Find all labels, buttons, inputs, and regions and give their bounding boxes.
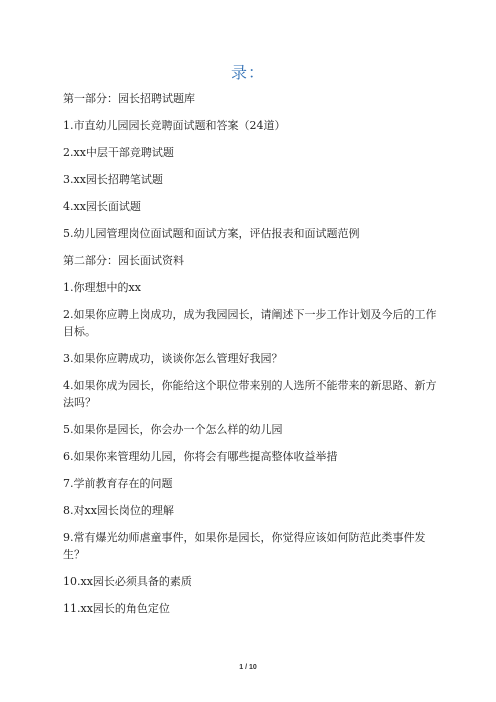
list-item: 8.对xx园长岗位的理解 xyxy=(63,504,174,517)
page-title: 录： xyxy=(230,63,265,82)
list-item: 5.幼儿园管理岗位面试题和面试方案，评估报表和面试题范例 xyxy=(63,227,360,240)
list-item: 5.如果你是园长，你会办一个怎么样的幼儿园 xyxy=(63,423,283,436)
list-item: 7.学前教育存在的问题 xyxy=(63,477,173,490)
list-item: 1.市直幼儿园园长竞聘面试题和答案（24道） xyxy=(63,119,286,132)
list-item: 4.如果你成为园长，你能给这个职位带来别的人选所不能带来的新思路、新方法吗？ xyxy=(63,379,437,409)
list-item: 3.如果你应聘成功，谈谈你怎么管理好我园？ xyxy=(63,352,283,365)
section-heading: 第二部分：园长面试资料 xyxy=(63,254,184,267)
list-item: 11.xx园长的角色定位 xyxy=(63,602,170,615)
list-item: 6.如果你来管理幼儿园，你将会有哪些提高整体收益举措 xyxy=(63,450,338,463)
document-body xyxy=(63,90,446,627)
list-item: 1.你理想中的xx xyxy=(63,281,141,294)
list-item: 3.xx园长招聘笔试题 xyxy=(63,173,163,186)
section-heading: 第一部分：园长招聘试题库 xyxy=(63,92,195,105)
list-item: 9.常有爆光幼师虐童事件，如果你是园长，你觉得应该如何防范此类事件发生？ xyxy=(63,531,426,561)
list-item: 2.xx中层干部竞聘试题 xyxy=(63,146,174,159)
list-item: 4.xx园长面试题 xyxy=(63,200,141,213)
list-item: 10.xx园长必须具备的素质 xyxy=(63,575,192,588)
page-number: 1 / 10 xyxy=(239,664,257,671)
list-item: 2.如果你应聘上岗成功，成为我园园长，请阐述下一步工作计划及今后的工作目标。 xyxy=(63,308,437,338)
